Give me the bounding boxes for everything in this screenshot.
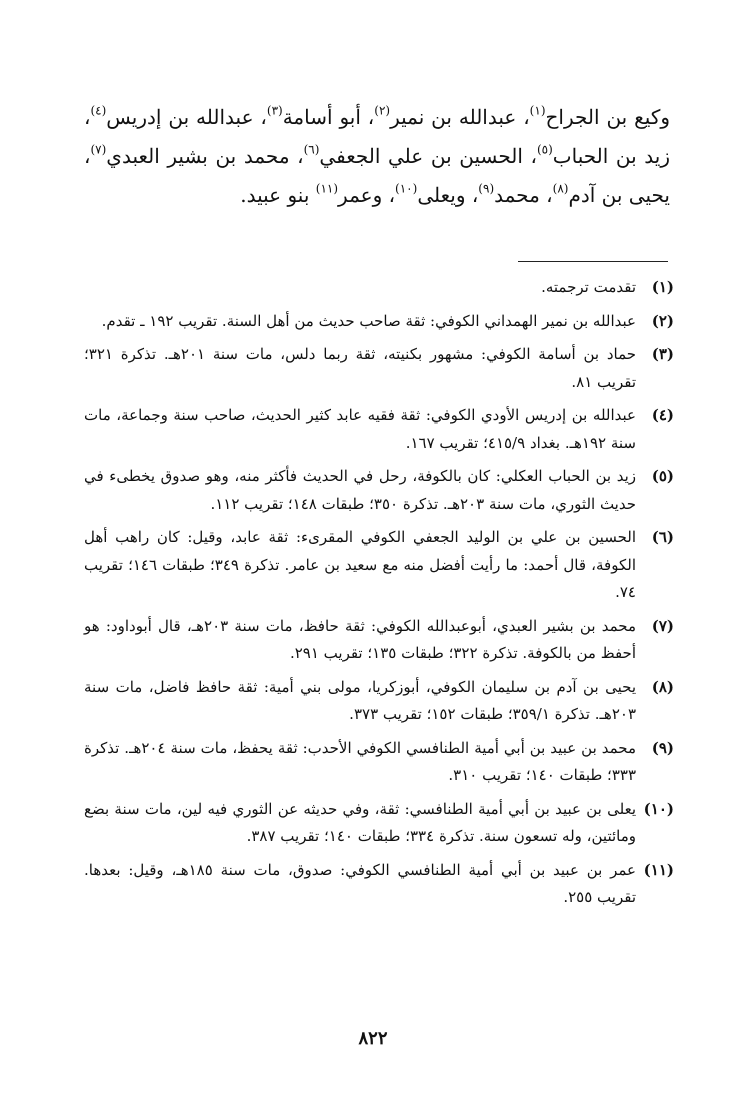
footnote-text: محمد بن بشير العبدي، أبوعبدالله الكوفي: ثقة حافظ، مات سنة ٢٠٣هـ، قال أبوداود: هو أحفظ من بالكوفة. تذكرة ٣٢٢؛ طبقات ١٣٥؛ تقريب ٢٩١. [84,616,637,662]
main-segment: ، يحيى بن آدم [84,144,670,207]
footnote-item [84,402,674,457]
footnote-number: (٢) [651,311,674,330]
page-number: ٨٢٢ [358,1028,388,1049]
footnote-text: الحسين بن علي بن الوليد الجعفي الكوفي المقرىء: ثقة عابد، وقيل: كان راهب أهل الكوفة، قال أحمد: ما رأيت أفضل منه مع سعيد بن عامر. تذكرة ٣٤٩؛ طبقات ١٤٦؛ تقريب ٧٤. [84,528,636,601]
footnote-item [84,857,674,912]
footnote-number: (٦) [651,528,674,546]
footnote-text: محمد بن عبيد بن أبي أمية الطنافسي الكوفي الأحدب: ثقة يحفظ، مات سنة ٢٠٤هـ. تذكرة ٣٣٣؛ طبقات ١٤٠؛ تقريب ٣١٠. [84,738,636,784]
footnote-text: تقدمت ترجمته. [541,278,636,296]
footnote-number: (٧) [651,616,674,635]
main-segment: ، وعمر [338,183,396,207]
footnote-item [84,308,674,336]
footnote-ref: (١٠) [395,181,418,196]
main-segment: ، عبدالله بن إدريس [106,105,267,129]
footnote-item [84,735,674,790]
main-segment: ، محمد [494,183,553,207]
main-segment: وكيع بن الجراح [545,105,670,129]
footnote-item [84,674,674,729]
footnote-text: زيد بن الحباب العكلي: كان بالكوفة، رحل في الحديث فأكثر منه، وهو صدوق يخطىء في حديث الثوري، مات سنة ٢٠٣هـ. تذكرة ٣٥٠؛ طبقات ١٤٨؛ تقريب ١١٢. [84,467,636,513]
footnote-text: يحيى بن آدم بن سليمان الكوفي، أبوزكريا، مولى بني أمية: ثقة حافظ فاضل، مات سنة ٢٠٣هـ. تذكرة ٣٥٩/١؛ طبقات ١٥٢؛ تقريب ٣٧٣. [84,677,636,723]
footnote-ref: (١) [529,103,546,118]
footnote-number: (٨) [651,677,674,696]
footnote-ref: (٦) [303,142,320,157]
footnote-number: (٩) [651,738,674,757]
main-segment: ، أبو أسامة [282,105,375,129]
footnote-text: حماد بن أسامة الكوفي: مشهور بكنيته، ثقة ربما دلس، مات سنة ٢٠١هـ. تذكرة ٣٢١؛ تقريب ٨١. [84,345,637,391]
footnote-text: يعلى بن عبيد بن أبي أمية الطنافسي: ثقة، وفي حديثه عن الثوري فيه لين، مات سنة بضع ومائتين، وله تسعون سنة. تذكرة ٣٣٤؛ طبقات ١٤٠؛ تقريب ٣٨٧. [84,799,636,845]
footnote-number: (٤) [651,406,674,424]
main-segment: ، الحسين بن علي الجعفي [319,144,537,168]
footnote-item [84,341,674,396]
footnote-number: (١) [651,278,674,296]
footnote-ref: (٩) [478,181,495,196]
main-segment: ، زيد بن الحباب [84,105,671,168]
footnote-ref: (١١) [315,181,339,196]
footnote-item [84,796,674,851]
main-segment: ، ويعلى [417,183,479,207]
main-segment: ، محمد بن بشير العبدي [106,144,304,168]
footnote-number: (١١) [643,860,674,879]
footnote-text: عمر بن عبيد بن أبي أمية الطنافسي الكوفي: صدوق، مات سنة ١٨٥هـ، وقيل: بعدها. تقريب ٢٥٥. [84,860,636,906]
main-segment: بنو عبيد. [240,183,316,207]
footnote-item [84,524,674,607]
footnotes-list [84,274,674,918]
footnote-ref: (٤) [90,103,107,118]
footnote-ref: (٢) [374,103,391,118]
footnote-ref: (٨) [552,181,569,196]
main-paragraph [84,98,670,215]
main-segment: ، عبدالله بن نمير [390,105,530,129]
footnote-item [84,463,674,518]
footnote-text: عبدالله بن إدريس الأودي الكوفي: ثقة فقيه عابد كثير الحديث، صاحب سنة وجماعة، مات سنة ١٩٢هـ. بغداد ٤١٥/٩؛ تقريب ١٦٧. [84,406,636,452]
footnote-text: عبدالله بن نمير الهمداني الكوفي: ثقة صاحب حديث من أهل السنة. تقريب ١٩٢ ـ تقدم. [101,311,636,330]
footnote-ref: (٧) [90,142,107,157]
footnote-item [84,613,674,668]
footnote-ref: (٥) [536,142,553,157]
footnote-number: (١٠) [643,799,674,818]
footnote-number: (٣) [651,345,674,363]
footnote-divider [518,261,668,262]
footnote-item [84,274,674,302]
footnote-ref: (٣) [266,103,283,118]
footnote-number: (٥) [651,467,674,485]
